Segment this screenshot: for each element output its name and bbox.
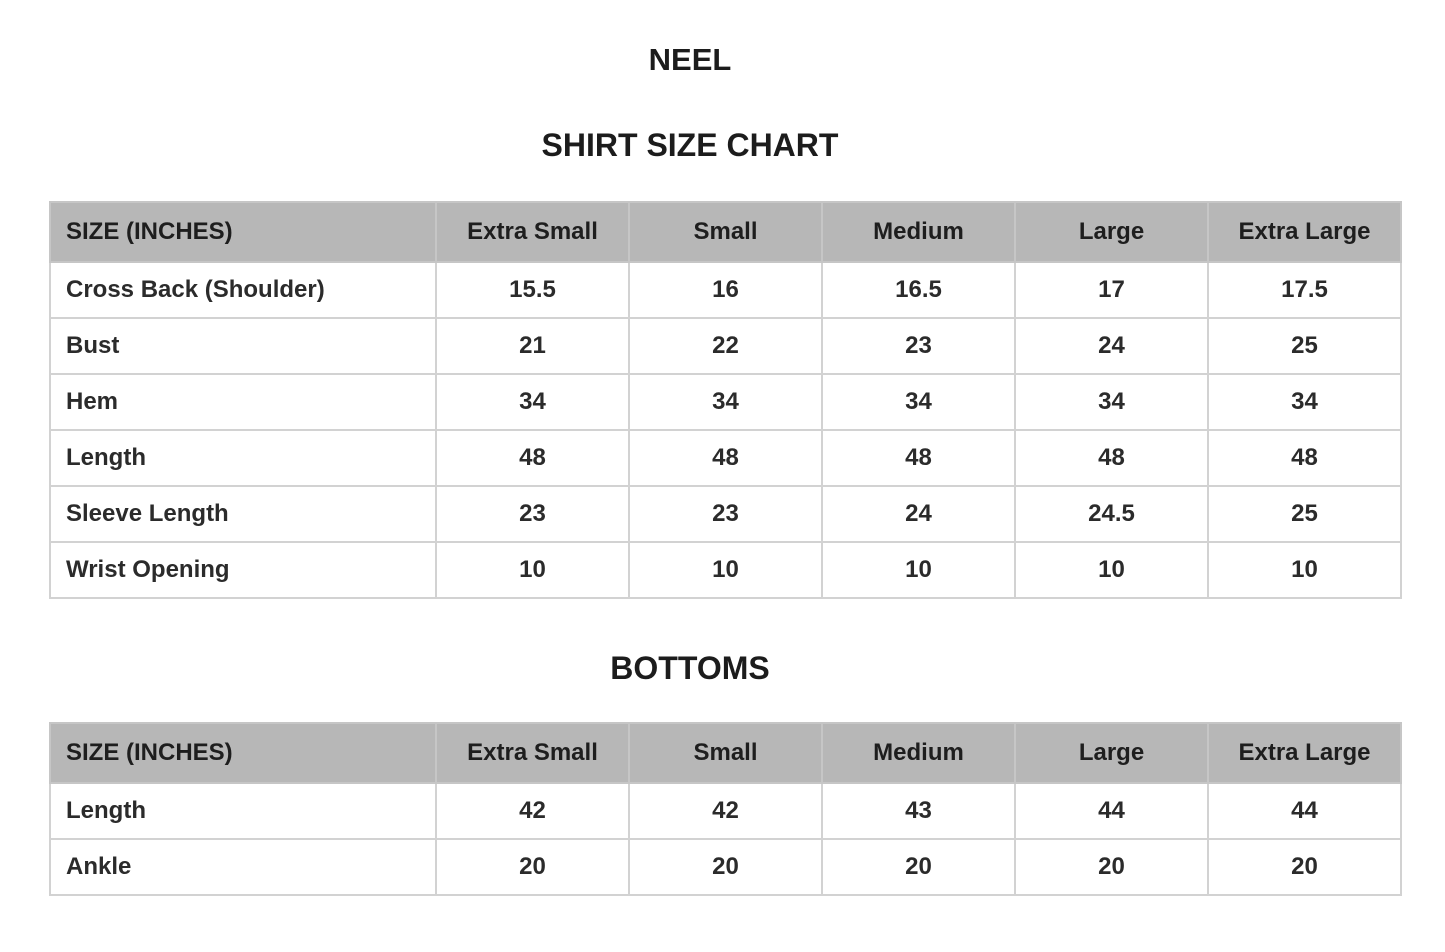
table-cell: 34: [436, 374, 629, 430]
bottoms-size-table: [49, 722, 1402, 896]
row-label: Length: [50, 783, 436, 839]
table-header-row: [50, 723, 1401, 783]
table-cell: 34: [1015, 374, 1208, 430]
header-cell-extra-large: Extra Large: [1208, 723, 1401, 783]
table-cell: 42: [629, 783, 822, 839]
header-cell-size-label: SIZE (INCHES): [50, 202, 436, 262]
shirt-size-chart-title: SHIRT SIZE CHART: [541, 127, 839, 163]
table-cell: 15.5: [436, 262, 629, 318]
header-cell-size-label: SIZE (INCHES): [50, 723, 436, 783]
table-cell: 34: [822, 374, 1015, 430]
header-cell-small: Small: [629, 202, 822, 262]
table-cell: 24.5: [1015, 486, 1208, 542]
table-cell: 24: [822, 486, 1015, 542]
row-label: Sleeve Length: [50, 486, 436, 542]
brand-title: NEEL: [648, 42, 732, 77]
table-cell: 20: [1015, 839, 1208, 895]
row-label: Hem: [50, 374, 436, 430]
header-cell-large: Large: [1015, 202, 1208, 262]
table-cell: 10: [1015, 542, 1208, 598]
table-cell: 20: [1208, 839, 1401, 895]
table-cell: 23: [629, 486, 822, 542]
table-cell: 16: [629, 262, 822, 318]
header-cell-extra-large: Extra Large: [1208, 202, 1401, 262]
table-cell: 34: [1208, 374, 1401, 430]
row-label: Wrist Opening: [50, 542, 436, 598]
table-cell: 48: [436, 430, 629, 486]
header-cell-large: Large: [1015, 723, 1208, 783]
table-cell: 17.5: [1208, 262, 1401, 318]
header-cell-medium: Medium: [822, 202, 1015, 262]
header-cell-extra-small: Extra Small: [436, 723, 629, 783]
table-cell: 10: [629, 542, 822, 598]
table-row: [50, 783, 1401, 839]
table-cell: 42: [436, 783, 629, 839]
header-cell-medium: Medium: [822, 723, 1015, 783]
row-label: Length: [50, 430, 436, 486]
table-cell: 10: [1208, 542, 1401, 598]
table-cell: 48: [1015, 430, 1208, 486]
table-row: [50, 374, 1401, 430]
table-cell: 21: [436, 318, 629, 374]
row-label: Cross Back (Shoulder): [50, 262, 436, 318]
table-row: [50, 839, 1401, 895]
table-cell: 20: [822, 839, 1015, 895]
table-cell: 44: [1208, 783, 1401, 839]
table-cell: 16.5: [822, 262, 1015, 318]
table-cell: 23: [436, 486, 629, 542]
bottoms-title: BOTTOMS: [610, 650, 770, 686]
table-cell: 17: [1015, 262, 1208, 318]
row-label: Ankle: [50, 839, 436, 895]
row-label: Bust: [50, 318, 436, 374]
table-row: [50, 318, 1401, 374]
table-cell: 10: [822, 542, 1015, 598]
table-cell: 10: [436, 542, 629, 598]
table-cell: 34: [629, 374, 822, 430]
table-cell: 25: [1208, 486, 1401, 542]
table-cell: 20: [436, 839, 629, 895]
table-cell: 23: [822, 318, 1015, 374]
table-cell: 25: [1208, 318, 1401, 374]
table-cell: 24: [1015, 318, 1208, 374]
table-header-row: [50, 202, 1401, 262]
table-cell: 48: [822, 430, 1015, 486]
table-cell: 48: [1208, 430, 1401, 486]
table-cell: 48: [629, 430, 822, 486]
table-row: [50, 262, 1401, 318]
shirt-size-table: [49, 201, 1402, 599]
header-cell-small: Small: [629, 723, 822, 783]
table-cell: 43: [822, 783, 1015, 839]
table-cell: 20: [629, 839, 822, 895]
table-cell: 44: [1015, 783, 1208, 839]
header-cell-extra-small: Extra Small: [436, 202, 629, 262]
table-row: [50, 486, 1401, 542]
table-row: [50, 430, 1401, 486]
table-row: [50, 542, 1401, 598]
table-cell: 22: [629, 318, 822, 374]
